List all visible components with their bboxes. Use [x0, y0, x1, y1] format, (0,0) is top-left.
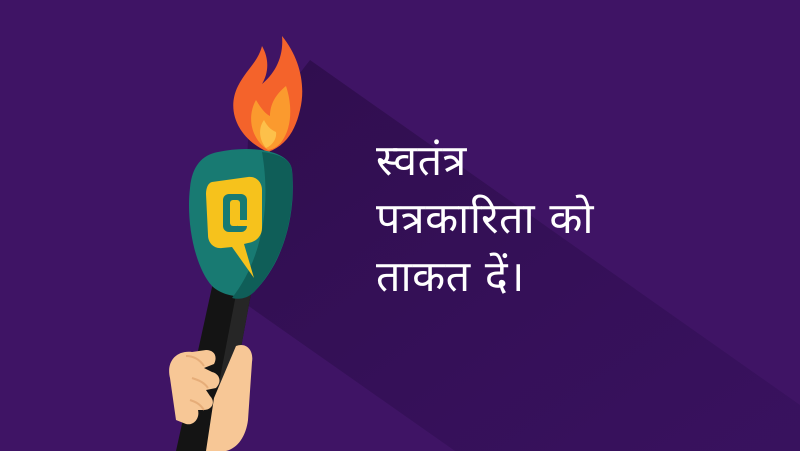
headline-line-1: स्वतंत्र — [376, 136, 467, 186]
headline — [376, 132, 594, 306]
headline-line-2: पत्रकारिता को — [376, 194, 595, 244]
headline-line-3: ताकत दें। — [376, 252, 525, 302]
